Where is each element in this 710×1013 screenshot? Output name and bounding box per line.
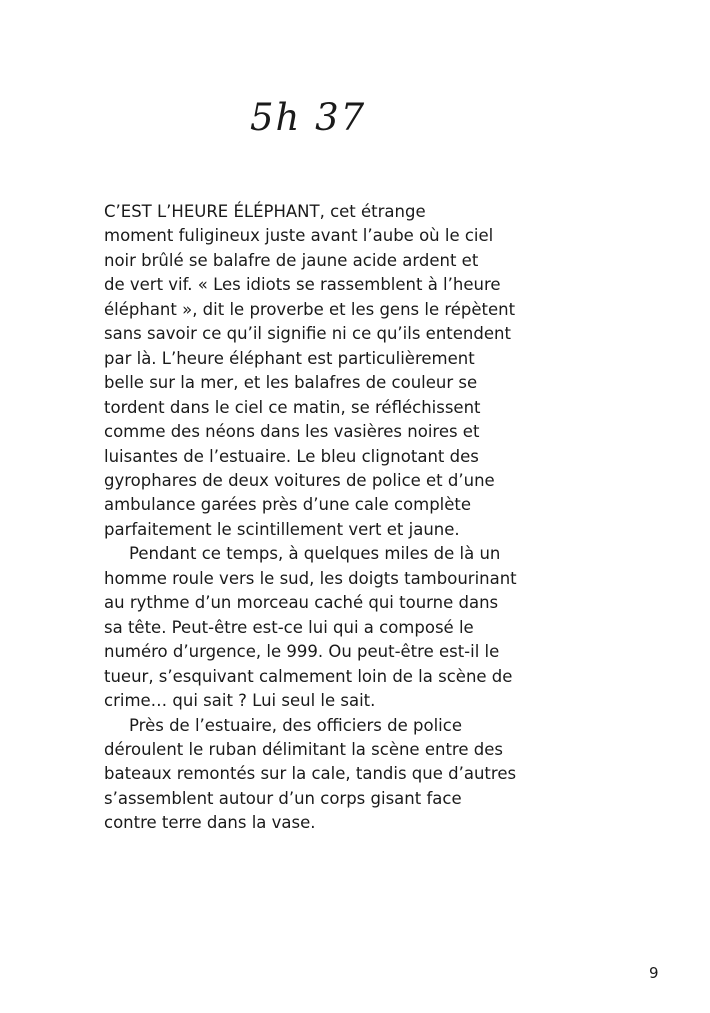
text-line: C’EST L’HEURE ÉLÉPHANT, cet étrange	[104, 202, 426, 221]
text-line: de vert vif. « Les idiots se rassemblent à l’heure	[104, 275, 501, 295]
text-line: ambulance garées près d’une cale complète	[104, 495, 472, 515]
text-line: éléphant », dit le proverbe et les gens le répètent	[104, 299, 516, 319]
text-line: tueur, s’esquivant calmement loin de la scène de	[104, 666, 513, 686]
text-line: bateaux remontés sur la cale, tandis que d’autres	[104, 764, 517, 784]
text-line: sa tête. Peut-être est-ce lui qui a composé le	[104, 617, 474, 637]
text-line: au rythme d’un morceau caché qui tourne dans	[104, 593, 499, 613]
text-line: Pendant ce temps, à quelques miles de là un	[129, 544, 501, 564]
text-line: moment fuligineux juste avant l’aube où le ciel	[104, 226, 494, 246]
text-line: par là. L’heure éléphant est particulièrement	[104, 348, 475, 368]
text-line: homme roule vers le sud, les doigts tambourinant	[104, 568, 517, 588]
text-line: Près de l’estuaire, des officiers de police	[129, 715, 462, 735]
paragraph	[104, 714, 524, 836]
text-line: gyrophares de deux voitures de police et d’une	[104, 470, 495, 490]
text-line: déroulent le ruban délimitant la scène entre des	[104, 739, 503, 759]
text-line: s’assemblent autour d’un corps gisant face	[104, 788, 462, 808]
text-line: sans savoir ce qu’il signifie ni ce qu’ils entendent	[104, 324, 511, 344]
paragraph	[104, 542, 524, 713]
text-line: tordent dans le ciel ce matin, se réfléchissent	[104, 397, 481, 417]
page-number: 9	[649, 964, 659, 982]
text-line: luisantes de l’estuaire. Le bleu clignotant des	[104, 446, 479, 466]
chapter-title: 5h 37	[250, 96, 367, 139]
text-line: numéro d’urgence, le 999. Ou peut-être est-il le	[104, 642, 500, 662]
body-text	[104, 200, 524, 836]
text-line: belle sur la mer, et les balafres de couleur se	[104, 373, 478, 393]
text-line: noir brûlé se balafre de jaune acide ardent et	[104, 250, 479, 270]
text-line: crime… qui sait ? Lui seul le sait.	[104, 691, 376, 711]
text-line: parfaitement le scintillement vert et jaune.	[104, 519, 460, 539]
paragraph	[104, 200, 524, 542]
text-line: comme des néons dans les vasières noires et	[104, 422, 480, 442]
text-line: contre terre dans la vase.	[104, 813, 316, 833]
